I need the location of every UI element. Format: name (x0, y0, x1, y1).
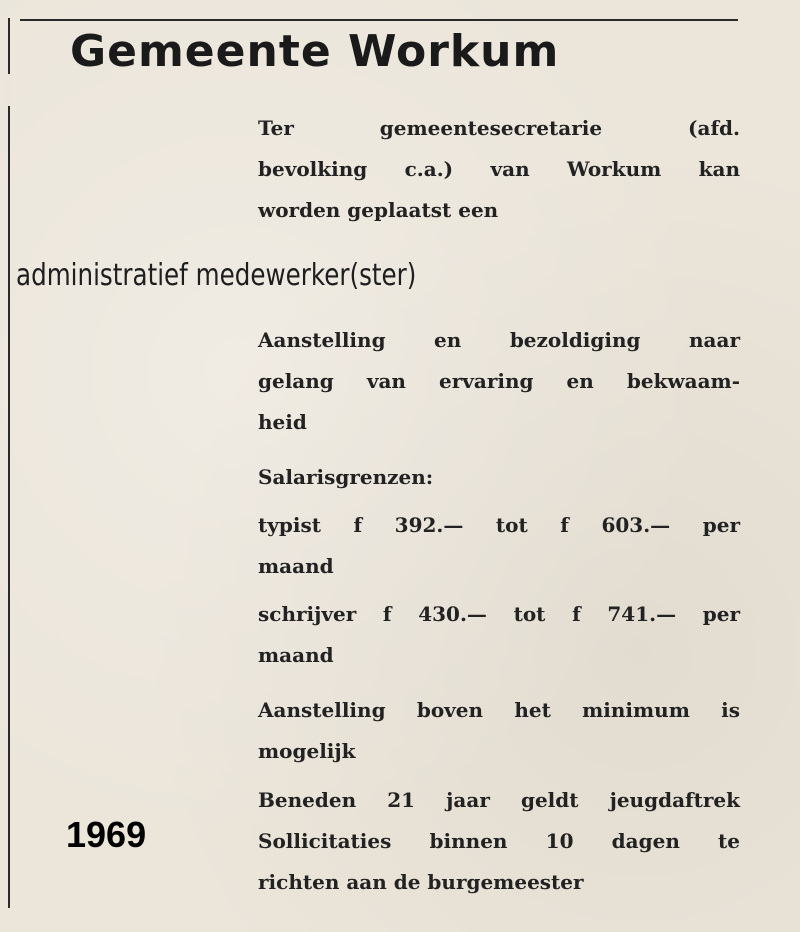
closing-line: Beneden 21 jaar geldt jeugdaftrek (258, 788, 740, 812)
intro-line: bevolking c.a.) van Workum kan (258, 157, 740, 181)
salary-typist-line: typist f 392.— tot f 603.— per (258, 513, 740, 537)
salary-typist-line: maand (258, 554, 334, 578)
intro-line: Ter gemeentesecretarie (afd. (258, 116, 740, 140)
intro-line: worden geplaatst een (258, 198, 499, 222)
salary-heading: Salarisgrenzen: (258, 465, 434, 489)
appointment-line: Aanstelling en bezoldiging naar (258, 328, 740, 352)
intro-paragraph (258, 108, 740, 231)
closing-line: Sollicitaties binnen 10 dagen te (258, 829, 740, 853)
minimum-line: Aanstelling boven het minimum is (258, 698, 740, 722)
salary-writer (258, 594, 740, 676)
salary-writer-line: maand (258, 643, 334, 667)
closing-paragraph (258, 780, 740, 903)
minimum-line: mogelijk (258, 739, 356, 763)
appointment-line: gelang van ervaring en bekwaam- (258, 369, 740, 393)
closing-line: richten aan de burgemeester (258, 870, 584, 894)
appointment-paragraph (258, 320, 740, 443)
position-title: administratief medewerker(ster) (16, 258, 417, 293)
minimum-paragraph (258, 690, 740, 772)
appointment-line: heid (258, 410, 307, 434)
year-label: 1969 (66, 814, 147, 855)
salary-writer-line: schrijver f 430.— tot f 741.— per (258, 602, 740, 626)
top-border-rule (20, 19, 738, 21)
salary-typist (258, 505, 740, 587)
left-border-rule (8, 18, 10, 908)
border-gap (6, 74, 12, 106)
ad-heading: Gemeente Workum (70, 26, 560, 77)
